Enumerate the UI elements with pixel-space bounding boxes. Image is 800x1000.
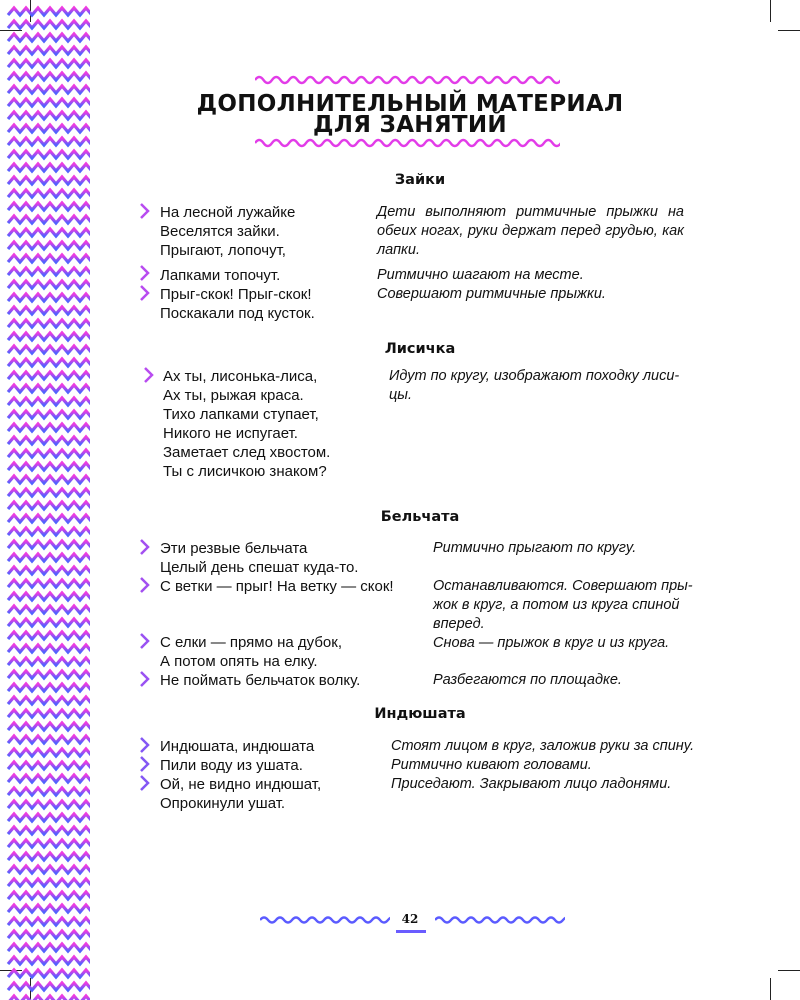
zigzag-line	[8, 840, 90, 847]
verse-line: Эти резвые бельчата	[160, 540, 308, 557]
note-line: Приседают. Закрывают лицо ладонями.	[391, 776, 672, 792]
verse-line: Ой, не видно индюшат,	[160, 776, 322, 793]
note-line: цы.	[389, 387, 412, 403]
zigzag-line	[8, 177, 90, 184]
verse-line: А потом опять на елку.	[160, 653, 318, 670]
zigzag-line	[8, 905, 90, 912]
zigzag-line	[8, 788, 90, 795]
zigzag-line	[8, 307, 90, 314]
zigzag-line	[8, 827, 90, 834]
verse-block	[163, 367, 330, 481]
zigzag-line	[8, 73, 90, 80]
zigzag-line	[8, 541, 90, 548]
note-line: Разбегаются по площадке.	[433, 672, 622, 688]
zigzag-line	[8, 86, 90, 93]
note-line: Ритмично кивают головами.	[391, 757, 592, 773]
note-block	[391, 737, 694, 794]
page-number-underline	[396, 930, 426, 933]
verse-line: С ветки — прыг! На ветку — скок!	[160, 578, 394, 595]
verse-line: С елки — прямо на дубок,	[160, 634, 342, 651]
crop-mark	[770, 0, 771, 22]
chevron-right-icon	[139, 285, 151, 301]
note-block	[433, 539, 636, 558]
note-block	[433, 577, 693, 653]
note-line: вперед.	[433, 616, 485, 632]
zigzag-line	[8, 814, 90, 821]
zigzag-line	[8, 112, 90, 119]
zigzag-line	[8, 476, 90, 483]
note-line: Совершают ритмичные прыжки.	[377, 286, 606, 302]
zigzag-line	[8, 892, 90, 899]
verse-line: Поскакали под кусток.	[160, 305, 315, 322]
note-line: Снова — прыжок в круг и из круга.	[433, 635, 670, 651]
verse-line: Прыг-скок! Прыг-скок!	[160, 286, 312, 303]
chevron-right-icon	[139, 265, 151, 281]
zigzag-line	[8, 801, 90, 808]
note-line: Идут по кругу, изображают походку лиси-	[389, 368, 680, 384]
section-title-indyushata: Индюшата	[374, 706, 466, 722]
zigzag-line	[8, 645, 90, 652]
verse-line: Опрокинули ушат.	[160, 795, 286, 812]
title-line: ДЛЯ ЗАНЯТИЙ	[313, 112, 507, 138]
zigzag-line	[8, 216, 90, 223]
verse-line: Лапками топочут.	[160, 267, 281, 284]
zigzag-line	[8, 151, 90, 158]
zigzag-line	[8, 697, 90, 704]
verse-line: Ах ты, лисонька-лиса,	[163, 368, 318, 385]
note-line: Останавливаются. Совершают пры-	[433, 578, 693, 594]
zigzag-line	[8, 996, 90, 1000]
zigzag-line	[8, 593, 90, 600]
zigzag-line	[8, 450, 90, 457]
verse-block	[160, 633, 360, 690]
zigzag-line	[8, 21, 90, 28]
zigzag-line	[8, 359, 90, 366]
verse-line: Никого не испугает.	[163, 425, 298, 442]
crop-mark	[778, 30, 800, 31]
zigzag-line	[8, 294, 90, 301]
verse-line: Тихо лапками ступает,	[163, 406, 319, 423]
verse-line: Ты с лисичкою знаком?	[163, 463, 327, 480]
zigzag-line	[8, 34, 90, 41]
zigzag-line	[8, 411, 90, 418]
footer-wave-right	[435, 913, 565, 927]
note-block	[433, 671, 622, 690]
note-line: жок в круг, а потом из круга спиной	[433, 597, 680, 613]
zigzag-line	[8, 281, 90, 288]
verse-block	[160, 737, 321, 813]
zigzag-line	[8, 671, 90, 678]
zigzag-line	[8, 515, 90, 522]
zigzag-line	[8, 619, 90, 626]
verse-line: Индюшата, индюшата	[160, 738, 315, 755]
chevron-right-icon	[139, 671, 151, 687]
zigzag-line	[8, 138, 90, 145]
zigzag-line	[8, 567, 90, 574]
zigzag-line	[8, 879, 90, 886]
title-wave-top	[255, 72, 560, 88]
zigzag-line	[8, 866, 90, 873]
zigzag-line	[8, 255, 90, 262]
zigzag-line	[8, 554, 90, 561]
verse-line: Веселятся зайки.	[160, 223, 280, 240]
zigzag-line	[8, 606, 90, 613]
zigzag-line	[8, 242, 90, 249]
zigzag-line	[8, 489, 90, 496]
verse-block	[160, 203, 295, 260]
verse-block	[160, 266, 315, 323]
zigzag-line	[8, 203, 90, 210]
zigzag-line	[8, 762, 90, 769]
zigzag-line	[8, 320, 90, 327]
zigzag-line	[8, 684, 90, 691]
note-block	[389, 367, 679, 405]
zigzag-line	[8, 853, 90, 860]
zigzag-line	[8, 125, 90, 132]
crop-mark	[770, 978, 771, 1000]
page-number: 42	[401, 912, 419, 926]
chevron-right-icon	[139, 633, 151, 649]
zigzag-line	[8, 528, 90, 535]
zigzag-line	[8, 190, 90, 197]
verse-line: Пили воду из ушата.	[160, 757, 303, 774]
zigzag-line	[8, 47, 90, 54]
footer-wave-left	[260, 913, 390, 927]
zigzag-line	[8, 268, 90, 275]
zigzag-line	[8, 970, 90, 977]
zigzag-line	[8, 8, 90, 15]
verse-line: На лесной лужайке	[160, 204, 296, 221]
zigzag-line	[8, 60, 90, 67]
chevron-right-icon	[139, 577, 151, 593]
page-title	[150, 91, 670, 138]
chevron-right-icon	[139, 737, 151, 753]
zigzag-line	[8, 437, 90, 444]
zigzag-line	[8, 944, 90, 951]
verse-line: Прыгают, лопочут,	[160, 242, 286, 259]
zigzag-line	[8, 346, 90, 353]
zigzag-line	[8, 424, 90, 431]
note-block	[377, 266, 606, 304]
zigzag-line	[8, 398, 90, 405]
zigzag-line	[8, 164, 90, 171]
section-title-zaiki: Зайки	[394, 172, 446, 188]
verse-line: Целый день спешат куда-то.	[160, 559, 359, 576]
zigzag-border	[0, 0, 90, 1000]
note-line: Ритмично шагают на месте.	[377, 267, 584, 283]
chevron-right-icon	[139, 203, 151, 219]
verse-line: Ах ты, рыжая краса.	[163, 387, 304, 404]
zigzag-line	[8, 229, 90, 236]
zigzag-line	[8, 957, 90, 964]
section-title-belchata: Бельчата	[380, 509, 460, 525]
zigzag-line	[8, 502, 90, 509]
zigzag-line	[8, 723, 90, 730]
chevron-right-icon	[139, 539, 151, 555]
title-line: ДОПОЛНИТЕЛЬНЫЙ МАТЕРИАЛ	[196, 91, 624, 117]
verse-block	[160, 539, 394, 596]
zigzag-line	[8, 463, 90, 470]
zigzag-line	[8, 775, 90, 782]
crop-mark	[778, 970, 800, 971]
zigzag-line	[8, 632, 90, 639]
section-title-lisichka: Лисичка	[384, 341, 456, 357]
zigzag-line	[8, 918, 90, 925]
note-line: Стоят лицом в круг, заложив руки за спину.	[391, 738, 695, 754]
zigzag-line	[8, 333, 90, 340]
zigzag-line	[8, 710, 90, 717]
zigzag-line	[8, 736, 90, 743]
verse-line: Заметает след хвостом.	[163, 444, 331, 461]
chevron-right-icon	[139, 775, 151, 791]
zigzag-line	[8, 580, 90, 587]
note-block: Дети выполняют ритмичные прыжки на обеих ногах, руки держат перед грудью, как лапки.	[377, 204, 684, 258]
zigzag-line	[8, 749, 90, 756]
zigzag-line	[8, 99, 90, 106]
zigzag-line	[8, 658, 90, 665]
chevron-right-icon	[143, 367, 155, 383]
zigzag-line	[8, 372, 90, 379]
zigzag-line	[8, 931, 90, 938]
chevron-right-icon	[139, 756, 151, 772]
note-line: Ритмично прыгают по кругу.	[433, 540, 637, 556]
zigzag-line	[8, 385, 90, 392]
zigzag-line	[8, 983, 90, 990]
verse-line: Не поймать бельчаток волку.	[160, 672, 361, 689]
